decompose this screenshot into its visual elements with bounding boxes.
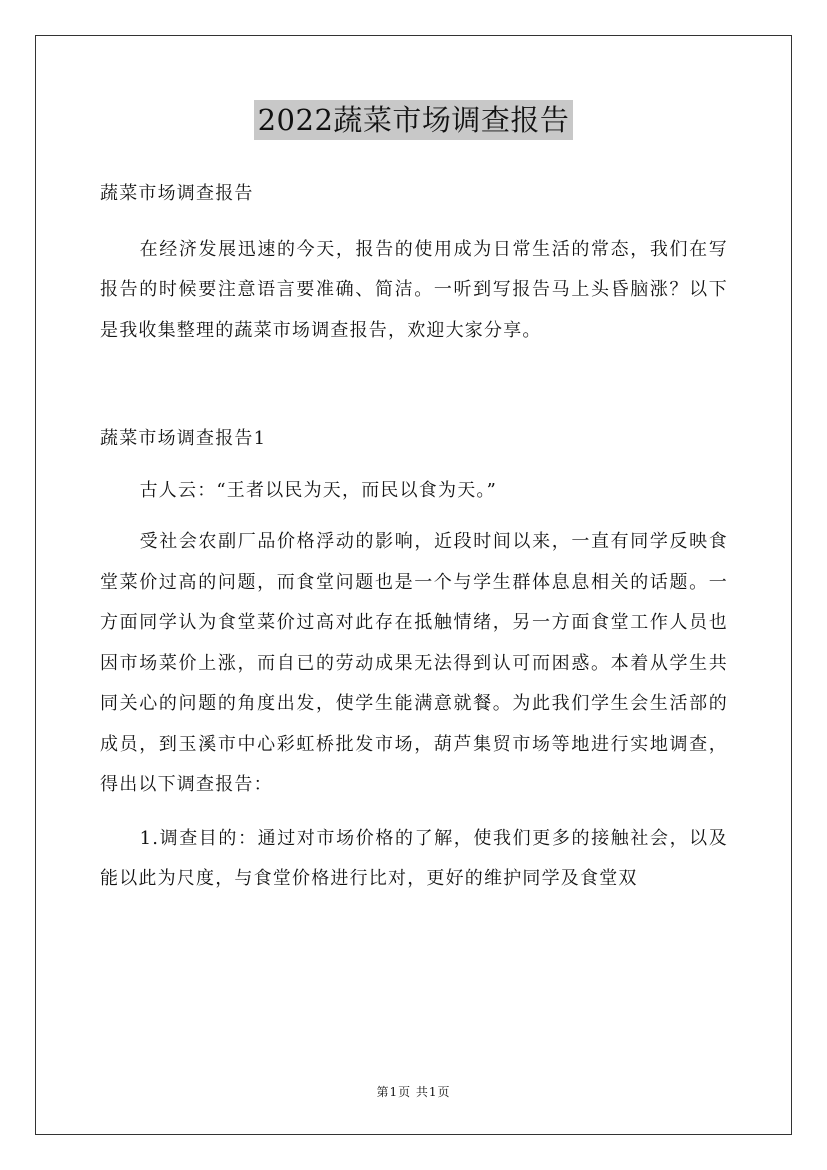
purpose-paragraph: 1.调查目的：通过对市场价格的了解，使我们更多的接触社会，以及能以此为尺度，与食堂价格进行比对，更好的维护同学及食堂双 (100, 827, 728, 889)
page-footer: 第1页 共1页 (376, 1085, 451, 1099)
document-title: 2022蔬菜市场调查报告 (254, 100, 574, 140)
document-subtitle: 蔬菜市场调查报告 (100, 183, 254, 204)
intro-paragraph: 在经济发展迅速的今天，报告的使用成为日常生活的常态，我们在写报告的时候要注意语言要准确、简洁。一听到写报告马上头昏脑涨？以下是我收集整理的蔬菜市场调查报告，欢迎大家分享。 (100, 238, 728, 341)
quote-paragraph: 古人云：“王者以民为天，而民以食为天。” (139, 479, 497, 501)
section-heading-1: 蔬菜市场调查报告1 (100, 428, 267, 449)
body-paragraph: 受社会农副厂品价格浮动的影响，近段时间以来，一直有同学反映食堂菜价过高的问题，而食堂问题也是一个与学生群体息息相关的话题。一方面同学认为食堂菜价过高对此存在抵触情绪，另一方面食堂工作人员也因市场菜价上涨，而自已的劳动成果无法得到认可而困惑。本着从学生共同关心的问题的角度出发，使学生能满意就餐。为此我们学生会生活部的成员，到玉溪市中心彩虹桥批发市场，葫芦集贸市场等地进行实地调查，得出以下调查报告： (100, 531, 728, 795)
title-container (0, 100, 827, 140)
document-body (100, 174, 728, 900)
